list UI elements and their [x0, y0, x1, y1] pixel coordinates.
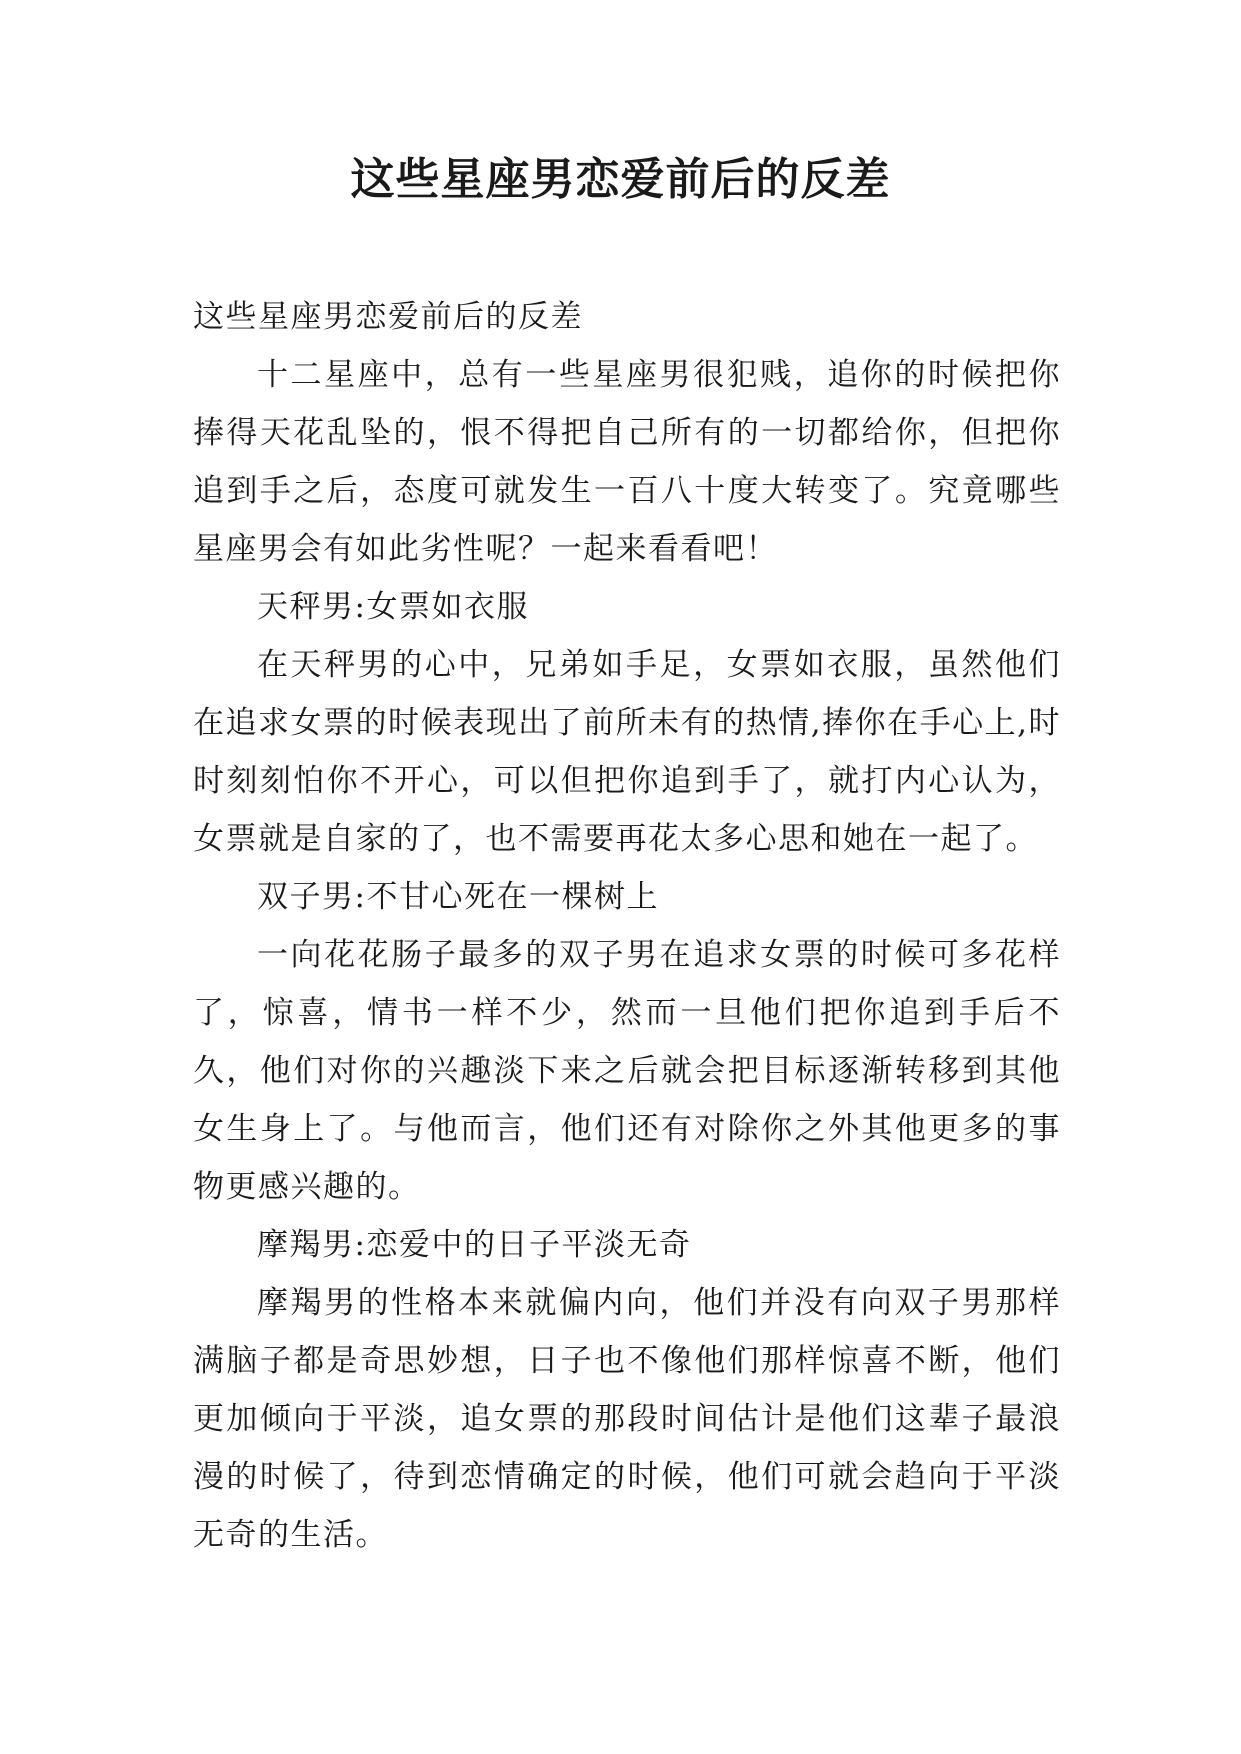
- section-paragraph-libra: 在天秤男的心中，兄弟如手足，女票如衣服，虽然他们在追求女票的时候表现出了前所未有的热情,捧你在手心上,时时刻刻怕你不开心，可以但把你追到手了，就打内心认为，女票就是自家的了，也不需要再花太多心思和她在一起了。: [193, 647, 1061, 857]
- document-body: [193, 288, 1061, 1564]
- intro-paragraph: 十二星座中，总有一些星座男很犯贱，追你的时候把你捧得天花乱坠的，恨不得把自己所有的一切都给你，但把你追到手之后，态度可就发生一百八十度大转变了。究竟哪些星座男会有如此劣性呢？一起来看看吧！: [193, 357, 1061, 567]
- section-heading-gemini: 双子男:不甘心死在一棵树上: [257, 879, 659, 915]
- document-title: 这些星座男恋爱前后的反差: [350, 154, 891, 205]
- section-paragraph-capricorn: 摩羯男的性格本来就偏内向，他们并没有向双子男那样满脑子都是奇思妙想，日子也不像他们那样惊喜不断，他们更加倾向于平淡，追女票的那段时间估计是他们这辈子最浪漫的时候了，待到恋情确定的时候，他们可就会趋向于平淡无奇的生活。: [193, 1285, 1061, 1553]
- section-heading-libra: 天秤男:女票如衣服: [257, 589, 529, 625]
- section-heading-capricorn: 摩羯男:恋爱中的日子平淡无奇: [257, 1227, 692, 1263]
- intro-heading: 这些星座男恋爱前后的反差: [193, 299, 583, 335]
- section-paragraph-gemini: 一向花花肠子最多的双子男在追求女票的时候可多花样了，惊喜，情书一样不少，然而一旦他们把你追到手后不久，他们对你的兴趣淡下来之后就会把目标逐渐转移到其他女生身上了。与他而言，他们还有对除你之外其他更多的事物更感兴趣的。: [193, 937, 1061, 1205]
